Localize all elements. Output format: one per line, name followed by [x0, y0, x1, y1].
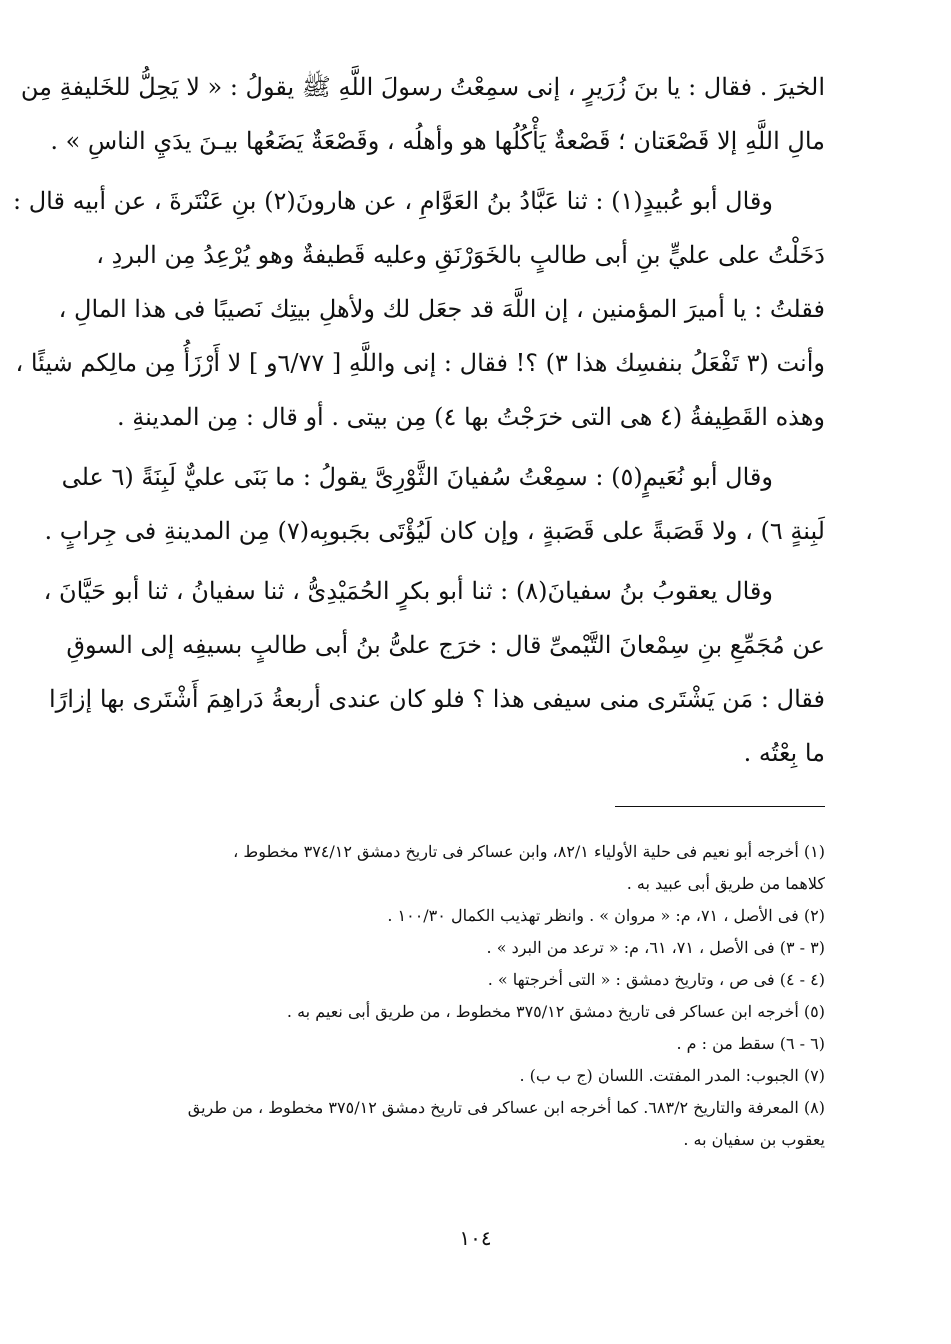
footnote: (٦ - ٦) سقط من : م .: [676, 1034, 825, 1053]
paragraph-1: [20, 60, 825, 168]
text-line: وقال أبو عُبيدٍ(١) : ثنا عَبَّادُ بنُ العَوَّامِ ، عن هارونَ(٢) بنِ عَنْتَرةَ ، عن أبيه قال :: [13, 187, 773, 215]
paragraph-4: [43, 564, 825, 780]
text-line: الخيرَ . فقال : يا بنَ زُرَيرٍ ، إنى سمِعْتُ رسولَ اللَّهِ ﷺ يقولُ : « لا يَحِلُّ للخَليفةِ مِن: [20, 73, 825, 101]
paragraph-3: [44, 450, 825, 558]
footnote-separator: [615, 806, 825, 807]
document-page: [13, 60, 825, 1300]
text-line: لَبِنةٍ ٦) ، ولا قَصَبةً على قَصَبةٍ ، وإن كان لَيُؤْتَى بجَبوبِه(٧) مِن المدينةِ فى جِرابٍ .: [44, 517, 825, 545]
text-line: دَخَلْتُ على عليٍّ بنِ أبى طالبٍ بالخَوَرْنَقِ وعليه قَطيفةٌ وهو يُرْعِدُ مِن البردِ ،: [96, 241, 825, 269]
footnote: (٢) فى الأصل ، ٧١، م: « مروان » . وانظر تهذيب الكمال ١٠٠/٣٠ .: [387, 906, 825, 925]
main-text: [13, 60, 825, 780]
page-number: ١٠٤: [459, 1226, 492, 1250]
text-line: فقلتُ : يا أميرَ المؤمنين ، إن اللَّهَ قد جعَل لك ولأهلِ بيتِك نَصيبًا فى هذا المالِ ،: [58, 295, 825, 323]
footnote: (٨) المعرفة والتاريخ ٦٨٣/٢. كما أخرجه ابن عساكر فى تاريخ دمشق ٣٧٥/١٢ مخطوط ، من طريق: [187, 1098, 825, 1117]
text-line: عن مُجَمِّعِ بنِ سِمْعانَ التَّيْمىِّ قال : خرَج علىُّ بنُ أبى طالبٍ بسيفِه إلى السوقِ: [66, 631, 825, 659]
footnote: (٣ - ٣) فى الأصل ، ٧١، ٦١، م: « ترعد من البرد » .: [486, 938, 825, 957]
text-line: وأنت (٣ تَفْعَلُ بنفسِك هذا ٣) ؟! فقال : إنى واللَّهِ [ ٦/٧٧و ] لا أَرْزَأُ مِن مالِكم شيئًا ،: [15, 349, 825, 377]
text-line: فقال : مَن يَشْتَرى منى سيفى هذا ؟ فلو كان عندى أربعةُ دَراهِمَ أَشْتَرى بها إزارًا: [49, 685, 825, 713]
text-line: مالِ اللَّهِ إلا قَصْعَتان ؛ قَصْعةٌ يَأْكُلُها هو وأهلُه ، وقَصْعَةٌ يَضَعُها بيـنَ يدَيِ الناسِ » .: [50, 127, 825, 155]
footnotes: [100, 836, 825, 1156]
footnote: (١) أخرجه أبو نعيم فى حلية الأولياء ٨٢/١، وابن عساكر فى تاريخ دمشق ٣٧٤/١٢ مخطوط ،: [233, 842, 825, 861]
footnote-continuation: يعقوب بن سفيان به .: [683, 1130, 825, 1149]
footnote-continuation: كلاهما من طريق أبى عبيد به .: [626, 874, 825, 893]
footnote: (٧) الجبوب: المدر المفتت. اللسان (ج ب ب) .: [519, 1066, 825, 1085]
footnote: (٥) أخرجه ابن عساكر فى تاريخ دمشق ٣٧٥/١٢ مخطوط ، من طريق أبى نعيم به .: [286, 1002, 825, 1021]
text-line: ما بِعْتُه .: [743, 739, 825, 767]
footnote: (٤ - ٤) فى ص ، وتاريخ دمشق : « التى أخرجتها » .: [487, 970, 825, 989]
text-line: وقال يعقوبُ بنُ سفيانَ(٨) : ثنا أبو بكرٍ الحُمَيْدِىُّ ، ثنا سفيانُ ، ثنا أبو حَيَّانَ ،: [43, 577, 773, 605]
paragraph-2: [13, 174, 825, 444]
text-line: وهذه القَطِيفةُ (٤ هى التى خرَجْتُ بها ٤) مِن بيتى . أو قال : مِن المدينةِ .: [117, 403, 825, 431]
text-line: وقال أبو نُعَيمٍ(٥) : سمِعْتُ سُفيانَ الثَّوْرِىَّ يقولُ : ما بَنَى عليٌّ لَبِنَةً (٦ على: [61, 463, 773, 491]
